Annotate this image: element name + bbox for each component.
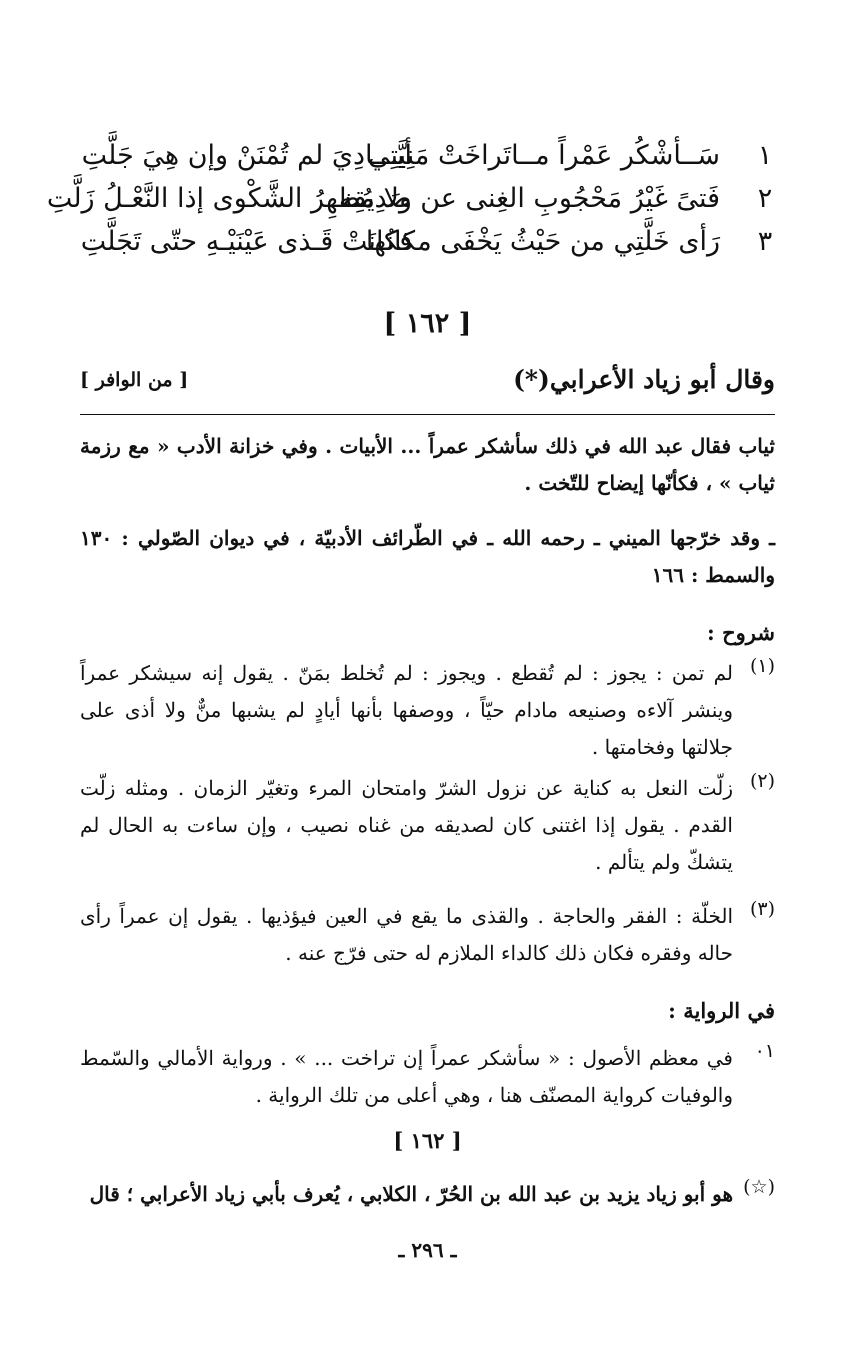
poem-line-1	[60, 140, 795, 180]
verse-first-hemistich: رَأى خَلَّتِي من حَيْثُ يَخْفَى مكانُها	[365, 226, 720, 257]
poem-line-2	[46, 183, 795, 223]
note-number: (٣)	[749, 898, 775, 920]
commentary-note	[80, 770, 775, 881]
verse-second-hemistich: ولا مُظهِرُ الشَّكْوى إذا النَّعْـلُ زَلَّتِ	[46, 183, 412, 214]
note-text: الخلّة : الفقر والحاجة . والقذى ما يقع في العين فيؤذيها . يقول إن عمراً رأى حاله وفقره فكان ذلك كالداء الملازم له حتى فرّج عنه .	[80, 904, 734, 965]
commentary-note	[80, 898, 775, 972]
poem-heading-title: وقال أبو زياد الأعرابي(*)	[513, 365, 775, 394]
verse-number: ٢	[757, 183, 773, 214]
poem-line-3	[60, 226, 795, 266]
note-number: (١)	[749, 655, 775, 677]
poem-meter: [ من الوافر ]	[80, 369, 189, 391]
verse-second-hemistich: أيـــادِيَ لم تُمْنَنْ وإن هِيَ جَلَّتِ	[81, 140, 412, 171]
poem-heading	[80, 365, 775, 409]
note-number: ٠١	[754, 1040, 775, 1062]
verse-first-hemistich: فَتىً غَيْرُ مَحْجُوبِ الغِنى عن صَدِيقِه	[338, 183, 720, 214]
commentary-note	[80, 655, 775, 766]
note-text: زلّت النعل به كناية عن نزول الشرّ وامتحان المرء وتغيّر الزمان . ومثله زلّت القدم . يقول إذا اغتنى كان لصديقه من غناه نصيب ، وإن ساءت به الحال لم يتشكّ ولم يتألم .	[80, 776, 733, 874]
footnote-text: هو أبو زياد يزيد بن عبد الله بن الحُرّ ، الكلابي ، يُعرف بأبي زياد الأعرابي ؛ قال	[89, 1182, 733, 1206]
page-number: ـ ٢٩٦ ـ	[398, 1238, 457, 1262]
riwaya-note	[80, 1040, 775, 1114]
intro-paragraph-1: ثياب فقال عبد الله في ذلك سأشكر عمراً ... الأبيات . وفي خزانة الأدب « مع رزمة ثياب » ، فكأنّها إيضاح للتّخت .	[80, 434, 775, 495]
riwaya-heading: في الرواية :	[668, 998, 775, 1023]
intro-paragraph-2: ـ وقد خرّجها الميني ـ رحمه الله ـ في الطّرائف الأدبيّة ، في ديوان الصّولي : ١٣٠ والسمط : ١٦٦	[80, 526, 775, 587]
commentary-heading: شروح :	[707, 620, 775, 645]
note-number: (٢)	[749, 770, 775, 792]
verse-second-hemistich: فكانَتْ قَـذى عَيْنَيْـهِ حتّى تَجَلَّتِ	[80, 226, 412, 257]
note-text: في معظم الأصول : « سأشكر عمراً إن تراخت ... » . ورواية الأمالي والسّمط والوفيات كرواية المصنّف هنا ، وهي أعلى من تلك الرواية .	[80, 1046, 733, 1107]
verse-first-hemistich: سَــأشْكُر عَمْراً مــاتَراخَتْ مَنِيَّتِي	[367, 140, 720, 171]
footnote-marker: (☆)	[743, 1176, 775, 1198]
verse-number: ١	[757, 140, 773, 171]
section-number-small: [ ١٦٢ ]	[393, 1128, 462, 1153]
note-text: لم تمن : يجوز : لم تُقطع . ويجوز : لم تُخلط بمَنّ . يقول إنه سيشكر عمراً وينشر آلاءه وصنيعه مادام حيّاً ، ووصفها بأنها أيادٍ لم يشبها منٌّ ولا أذى على جلالتها وفخامتها .	[80, 661, 733, 759]
footnote	[80, 1176, 775, 1213]
heading-divider	[80, 414, 775, 415]
section-number: [ ١٦٢ ]	[383, 308, 472, 339]
verse-number: ٣	[757, 226, 773, 257]
